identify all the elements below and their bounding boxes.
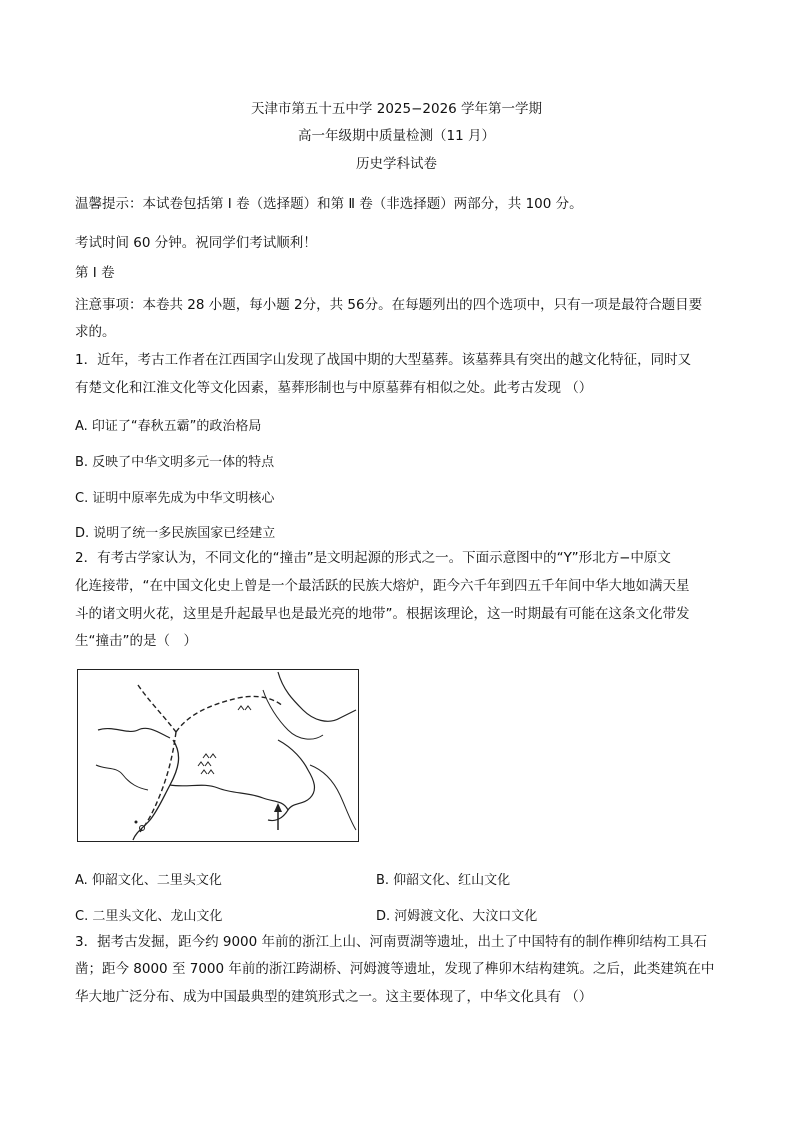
q3-stem-line-2: 凿；距今 8000 至 7000 年前的浙江跨湖桥、河姆渡等遗址，发现了榫卯木结构建筑。之后，此类建筑在中: [75, 961, 715, 977]
q1-option-b: B. 反映了中华文明多元一体的特点: [75, 455, 275, 470]
time-note: 考试时间 60 分钟。祝同学们考试顺利！: [75, 235, 317, 251]
western-valley: [96, 765, 148, 790]
river-curve: [133, 740, 179, 840]
q1-stem-line-2: 有楚文化和江淮文化等文化因素，墓葬形制也与中原墓葬有相似之处。此考古发现 （）: [75, 380, 593, 396]
mountain-symbols: [198, 706, 251, 774]
culture-belt-map: [77, 669, 359, 842]
q2-stem-line-1: 2．有考古学家认为，不同文化的“撞击”是文明起源的形式之一。下面示意图中的“Y”形北方−中原文: [75, 550, 671, 566]
q1-stem-line-1: 1．近年，考古工作者在江西国字山发现了战国中期的大型墓葬。该墓葬具有突出的越文化特征，同时又: [75, 352, 692, 368]
q3-stem-line-1: 3．据考古发掘，距今约 9000 年前的浙江上山、河南贾湖等遗址，出土了中国特有的制作榫卯结构工具石: [75, 934, 708, 950]
q2-option-d: D. 河姆渡文化、大汶口文化: [376, 909, 538, 924]
q1-option-c: C. 证明中原率先成为中华文明核心: [75, 491, 275, 506]
school-title: 天津市第五十五中学 2025−2026 学年第一学期: [250, 101, 543, 117]
notice-line-2: 求的。: [75, 324, 116, 340]
subject-title: 历史学科试卷: [356, 156, 437, 172]
coastline: [268, 740, 314, 821]
q1-option-a: A. 印证了“春秋五霸”的政治格局: [75, 419, 262, 434]
y-belt-north-dashed: [176, 696, 283, 732]
site-dot: [135, 821, 138, 824]
y-belt-west-dashed: [138, 685, 176, 732]
map-drawing: [78, 670, 358, 841]
q3-stem-line-3: 华大地广泛分布、成为中国最典型的建筑形式之一。这主要体现了，中华文化具有 （）: [75, 989, 593, 1005]
section-title: 第 Ⅰ 卷: [75, 265, 115, 281]
q2-option-c: C. 二里头文化、龙山文化: [75, 909, 223, 924]
y-belt-south-dashed: [140, 732, 176, 832]
q2-stem-line-3: 斗的诸文明火花，这里是升起最早也是最光亮的地带”。根据该理论，这一时期最有可能在这条文化带发: [75, 606, 690, 622]
western-ridge: [98, 728, 170, 738]
northern-river-line: [263, 690, 323, 739]
river-east-branch: [170, 785, 288, 810]
northern-border-line: [278, 672, 356, 721]
q1-option-d: D. 说明了统一多民族国家已经建立: [75, 526, 276, 541]
tip-text: 温馨提示：本试卷包括第 Ⅰ 卷（选择题）和第 Ⅱ 卷（非选择题）两部分，共 100 分。: [75, 196, 583, 212]
q2-option-b: B. 仰韶文化、红山文化: [376, 873, 511, 888]
peninsula-coast: [310, 765, 356, 830]
north-arrow-head: [274, 803, 282, 812]
exam-title: 高一年级期中质量检测（11 月）: [298, 128, 495, 144]
q2-stem-line-4: 生“撞击”的是（ ）: [75, 633, 197, 649]
q2-option-a: A. 仰韶文化、二里头文化: [75, 873, 222, 888]
notice-line-1: 注意事项：本卷共 28 小题，每小题 2分，共 56分。在每题列出的四个选项中，只有一项是最符合题目要: [75, 297, 703, 313]
q2-stem-line-2: 化连接带，“在中国文化史上曾是一个最活跃的民族大熔炉，距今六千年到四五千年间中华大地如满天星: [75, 578, 690, 594]
